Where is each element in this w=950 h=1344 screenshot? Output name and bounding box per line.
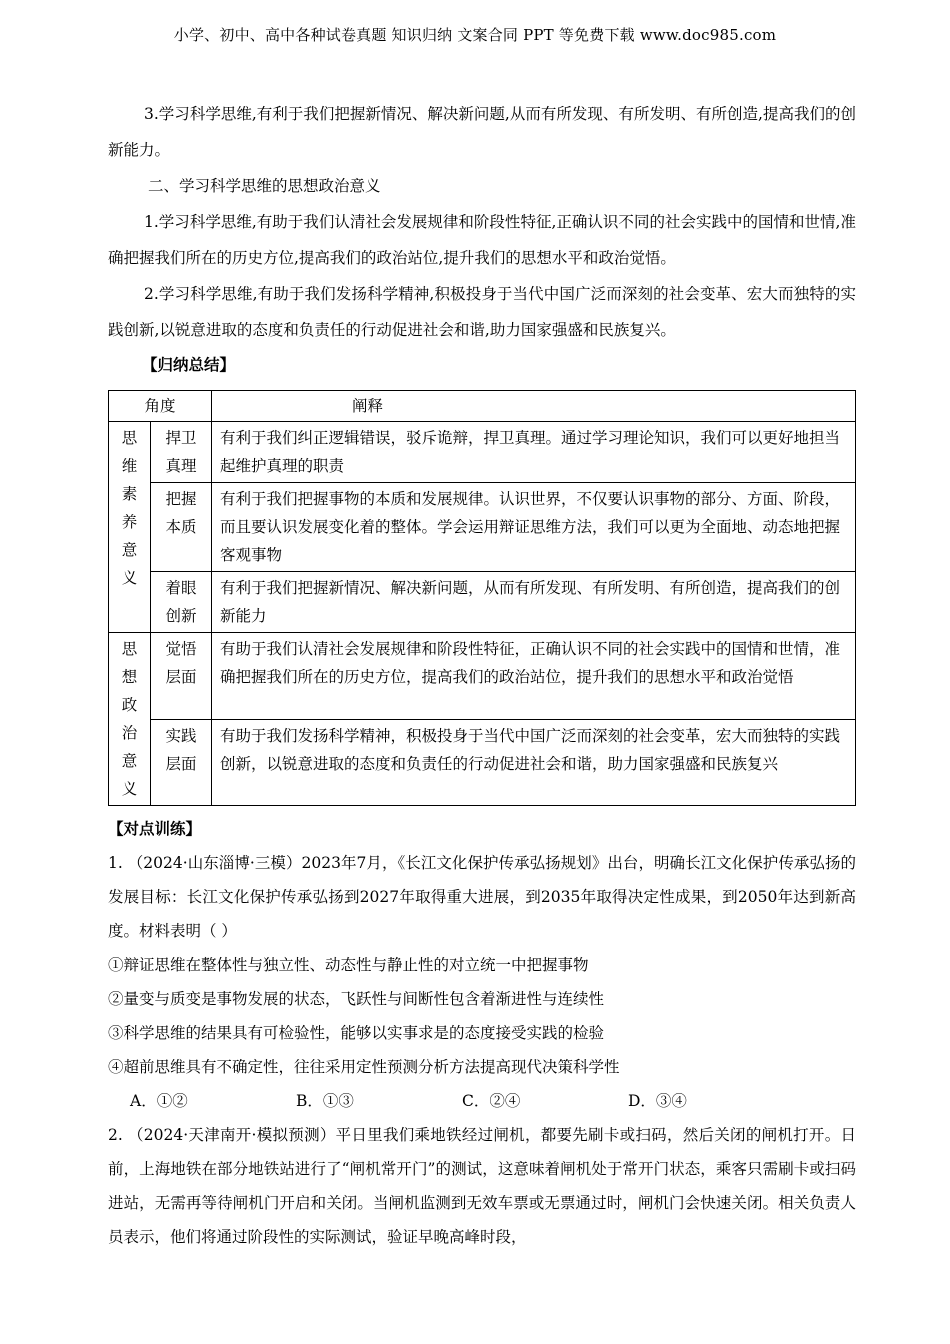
- table-row: [109, 422, 856, 483]
- site-banner: 小学、初中、高中各种试卷真题 知识归纳 文案合同 PPT 等免费下载 www.doc985.com: [173, 26, 777, 44]
- explain-cell: 有利于我们把握事物的本质和发展规律。认识世界，不仅要认识事物的部分、方面、阶段，而且要认识发展变化着的整体。学会运用辩证思维方法，我们可以更为全面地、动态地把握客观事物: [212, 483, 856, 572]
- question-2-stem: 2. （2024·天津南开·模拟预测）平日里我们乘地铁经过闸机，都要先刷卡或扫码，然后关闭的闸机打开。日前，上海地铁在部分地铁站进行了“闸机常开门”的测试，这意味着闸机处于常开门状态，乘客只需刷卡或扫码进站，无需再等待闸机门开启和关闭。当闸机监测到无效车票或无票通过时，闸机门会快速关闭。相关负责人员表示，他们将通过阶段性的实际测试，验证早晚高峰时段，: [108, 1126, 856, 1246]
- table-header-row: [109, 391, 856, 422]
- document-body: [108, 96, 856, 1254]
- group-thinking-literacy: 思维素养意义: [109, 422, 151, 633]
- group-ideological-political: 思想政治意义: [109, 633, 151, 806]
- table-row: [109, 719, 856, 806]
- paragraph-point3: 3.学习科学思维,有利于我们把握新情况、解决新问题,从而有所发现、有所发明、有所创造,提高我们的创新能力。: [108, 105, 856, 159]
- question-1-stem: 1. （2024·山东淄博·三模）2023年7月，《长江文化保护传承弘扬规划》出台，明确长江文化保护传承弘扬的发展目标：长江文化保护传承弘扬到2027年取得重大进展，到2035年取得决定性成果，到2050年达到新高度。材料表明（ ）: [108, 854, 856, 940]
- explain-cell: 有助于我们认清社会发展规律和阶段性特征，正确认识不同的社会实践中的国情和世情，准确把握我们所在的历史方位，提高我们的政治站位，提升我们的思想水平和政治觉悟: [212, 633, 856, 720]
- option-a[interactable]: A．①②: [130, 1092, 188, 1110]
- question-1-statement-4: ④超前思维具有不确定性，往往采用定性预测分析方法提高现代决策科学性: [108, 1058, 620, 1076]
- question-1-options: [108, 1084, 856, 1118]
- paragraph-political-point2: 2.学习科学思维,有助于我们发扬科学精神,积极投身于当代中国广泛而深刻的社会变革、宏大而独特的实践创新,以锐意进取的态度和负责任的行动促进社会和谐,助力国家强盛和民族复兴。: [108, 285, 856, 339]
- aspect-cell: 把握本质: [151, 483, 212, 572]
- header-explain: 阐释: [212, 391, 856, 422]
- aspect-cell: 着眼创新: [151, 572, 212, 633]
- explain-cell: 有助于我们发扬科学精神，积极投身于当代中国广泛而深刻的社会变革，宏大而独特的实践创新，以锐意进取的态度和负责任的行动促进社会和谐，助力国家强盛和民族复兴: [212, 719, 856, 806]
- aspect-cell: 实践层面: [151, 719, 212, 806]
- practice-section: [108, 812, 856, 1254]
- paragraph-political-point1: 1.学习科学思维,有助于我们认清社会发展规律和阶段性特征,正确认识不同的社会实践中的国情和世情,准确把握我们所在的历史方位,提高我们的政治站位,提升我们的思想水平和政治觉悟。: [108, 213, 856, 267]
- header-angle: 角度: [109, 391, 212, 422]
- option-c[interactable]: C．②④: [462, 1092, 521, 1110]
- option-b[interactable]: B．①③: [296, 1092, 354, 1110]
- summary-heading: 【归纳总结】: [142, 356, 236, 374]
- summary-table: [108, 390, 856, 806]
- table-row: [109, 633, 856, 720]
- question-1-statement-2: ②量变与质变是事物发展的状态，飞跃性与间断性包含着渐进性与连续性: [108, 990, 605, 1008]
- table-row: [109, 483, 856, 572]
- question-1-statement-3: ③科学思维的结果具有可检验性，能够以实事求是的态度接受实践的检验: [108, 1024, 605, 1042]
- question-1-statement-1: ①辩证思维在整体性与独立性、动态性与静止性的对立统一中把握事物: [108, 956, 589, 974]
- explain-cell: 有利于我们纠正逻辑错误，驳斥诡辩，捍卫真理。通过学习理论知识，我们可以更好地担当起维护真理的职责: [212, 422, 856, 483]
- aspect-cell: 捍卫真理: [151, 422, 212, 483]
- section-heading-political: 二、学习科学思维的思想政治意义: [148, 177, 381, 195]
- aspect-cell: 觉悟层面: [151, 633, 212, 720]
- explain-cell: 有利于我们把握新情况、解决新问题，从而有所发现、有所发明、有所创造，提高我们的创新能力: [212, 572, 856, 633]
- table-row: [109, 572, 856, 633]
- option-d[interactable]: D．③④: [628, 1092, 687, 1110]
- practice-heading: 【对点训练】: [108, 820, 202, 838]
